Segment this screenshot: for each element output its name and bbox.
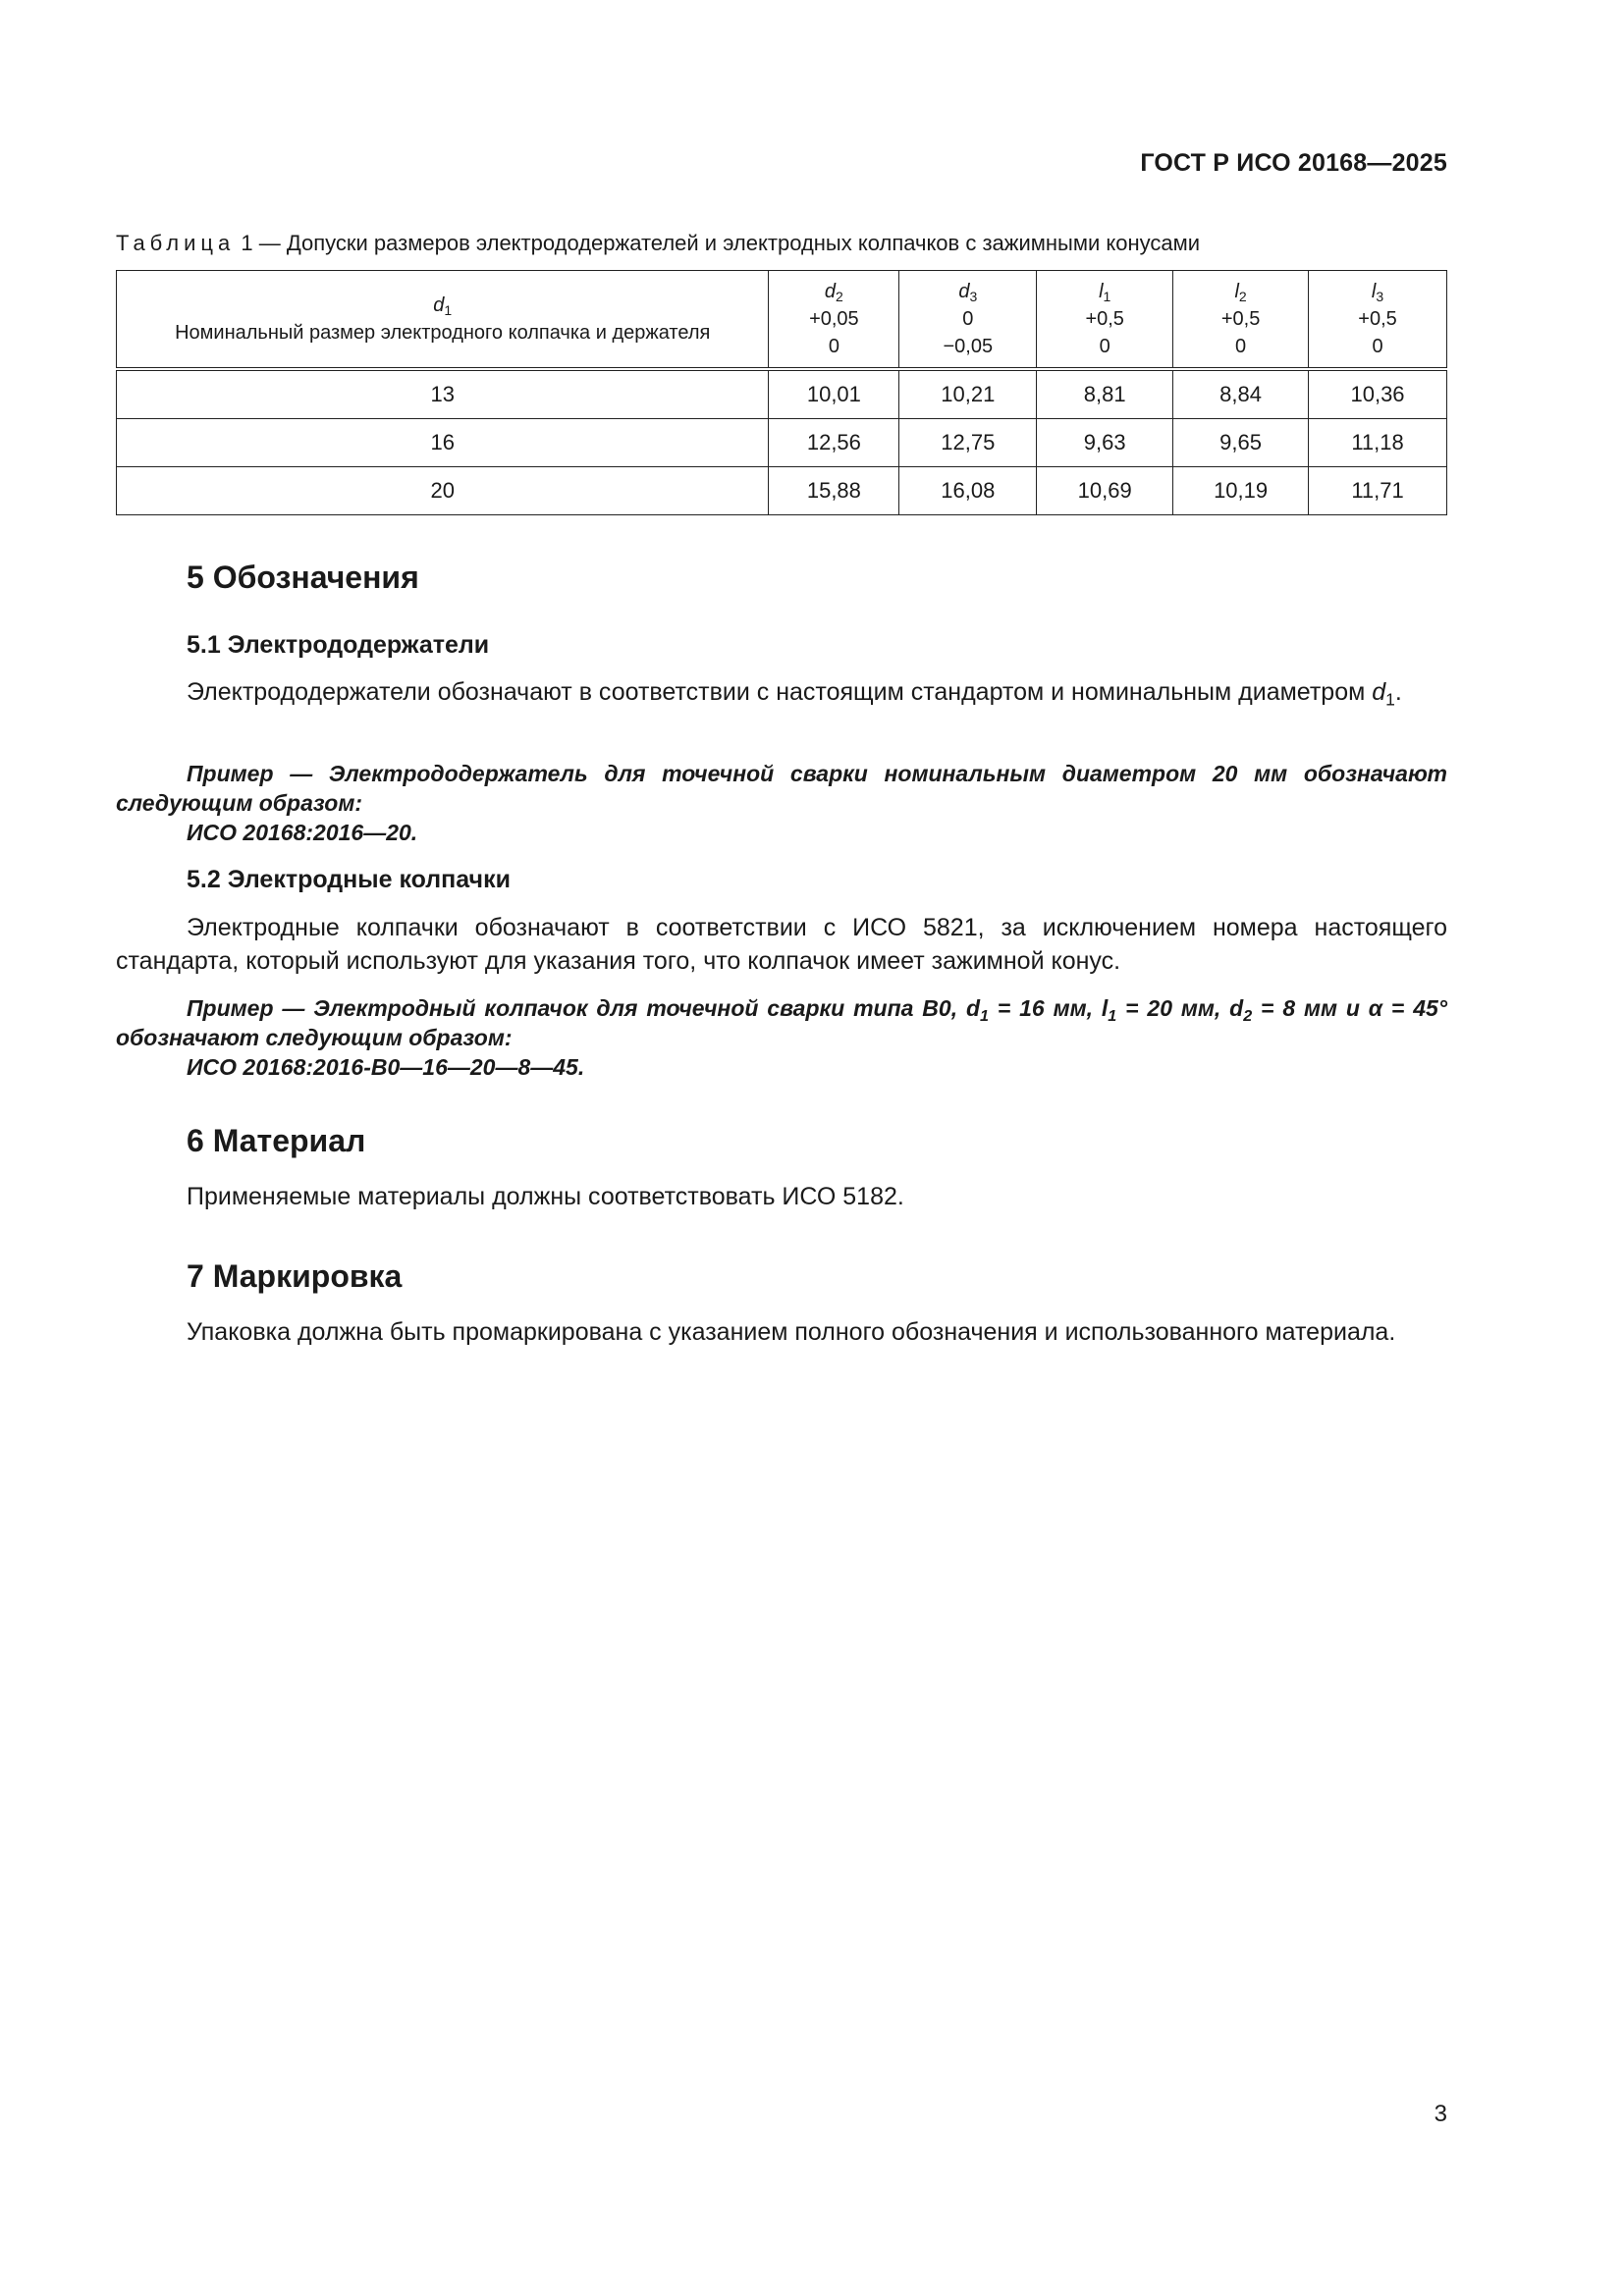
table-cell: 15,88 [769,467,899,515]
header-cell-d2: $d_2$ +0,05 0 [769,271,899,370]
section-7-text: Упаковка должна быть промаркирована с указанием полного обозначения и использованного материала. [187,1318,1396,1346]
table-cell: 9,63 [1037,419,1173,467]
section-5-title: 5 Обозначения [187,560,419,595]
table-caption-label: Таблица [116,231,236,255]
table-cell: 12,75 [899,419,1037,467]
table-cell: 10,19 [1173,467,1309,515]
table-cell: 16,08 [899,467,1037,515]
header-cell-d1: $d_1$ Номинальный размер электродного колпачка и держателя [117,271,769,370]
page-number: 3 [1434,2101,1447,2127]
section-5-2-text: Электродные колпачки обозначают в соответствии с ИСО 5821, за исключением номера настоящего стандарта, который используют для указания того, что колпачок имеет зажимной конус. [116,914,1447,975]
table-cell: 8,84 [1173,369,1309,419]
table-header-row [117,271,1447,370]
table-cell: 10,21 [899,369,1037,419]
table-cell: 11,71 [1309,467,1447,515]
header-cell-l1: $l_1$ +0,5 0 [1037,271,1173,370]
section-5-2-title: 5.2 Электродные колпачки [187,866,511,893]
table-cell: 11,18 [1309,419,1447,467]
section-5-1-title: 5.1 Электрододержатели [187,631,490,659]
header-cell-l3: $l_3$ +0,5 0 [1309,271,1447,370]
table-cell: 20 [117,467,769,515]
section-5-1-example: Пример — Электрододержатель для точечной сварки номинальным диаметром 20 мм обозначают следующим образом: ИСО 20168:2016—20. [116,761,1447,845]
standard-id: ГОСТ Р ИСО 20168—2025 [1140,149,1447,177]
section-7-title: 7 Маркировка [187,1258,403,1294]
table-cell: 10,69 [1037,467,1173,515]
table-row [117,369,1447,419]
table-caption-text: 1 — Допуски размеров электрододержателей и электродных колпачков с зажимными конусами [241,231,1201,255]
tolerance-table [116,270,1447,515]
header-cell-d3: $d_3$ 0 −0,05 [899,271,1037,370]
table-caption [116,231,1200,256]
table-cell: 10,36 [1309,369,1447,419]
table-cell: 10,01 [769,369,899,419]
table-cell: 9,65 [1173,419,1309,467]
table-row [117,467,1447,515]
table-cell: 13 [117,369,769,419]
table-cell: 16 [117,419,769,467]
table-cell: 8,81 [1037,369,1173,419]
table-cell: 12,56 [769,419,899,467]
section-5-1-text: Электрододержатели обозначают в соответствии с настоящим стандартом и номинальным диаметром $d_1$. [187,678,1402,710]
header-cell-l2: $l_2$ +0,5 0 [1173,271,1309,370]
section-6-title: 6 Материал [187,1123,366,1158]
table-row [117,419,1447,467]
section-5-2-example: Пример — Электродный колпачок для точечной сварки типа В0, $d_1 = 16$ мм, $l_1 = 20$ мм, $d_2 = 8$ мм и α = 45° обозначают следующим образом: ИСО 20168:2016-В0—16—20—8—45. [116,995,1448,1080]
section-6-text: Применяемые материалы должны соответствовать ИСО 5182. [187,1183,904,1210]
